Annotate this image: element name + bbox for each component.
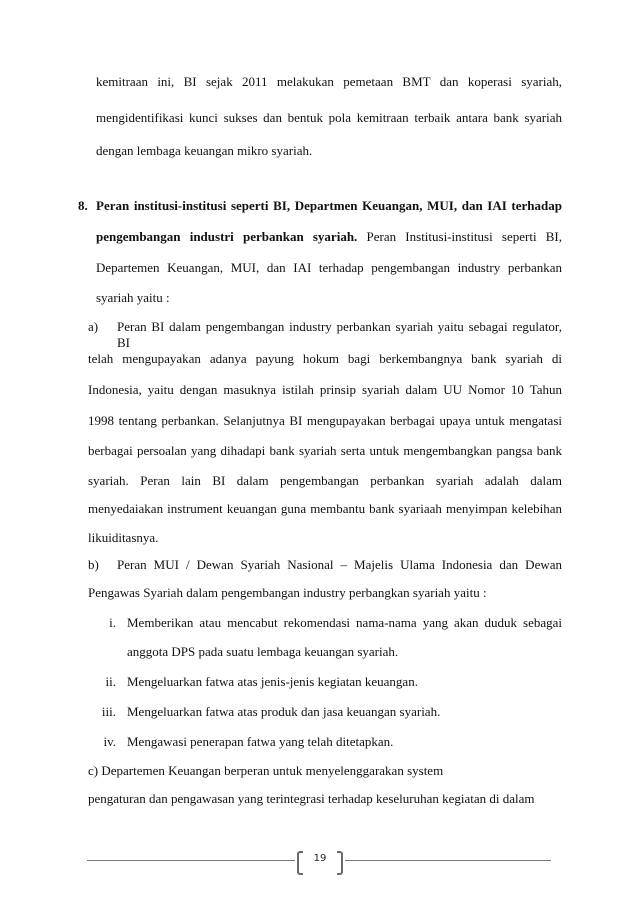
sub-item-line: Memberikan atau mencabut rekomendasi nama-nama yang akan duduk sebagai xyxy=(127,615,562,630)
body-line: kemitraan ini, BI sejak 2011 melakukan pemetaan BMT dan koperasi syariah, xyxy=(96,74,562,89)
list-marker: b) xyxy=(88,557,99,572)
body-line: syariah yaitu : xyxy=(96,290,170,305)
list-item-first-line: Peran MUI / Dewan Syariah Nasional – Majelis Ulama Indonesia dan Dewan xyxy=(117,557,562,572)
roman-marker: iv. xyxy=(103,734,116,749)
body-line: menyedaiakan instrument keuangan guna membantu bank syariaah menyimpan kelebihan xyxy=(88,501,562,516)
body-line: c) Departemen Keuangan berperan untuk menyelenggarakan system xyxy=(88,763,444,778)
body-line: telah mengupayakan adanya payung hokum bagi berkembangnya bank syariah di xyxy=(88,351,562,366)
sub-item-line: Mengeluarkan fatwa atas jenis-jenis kegiatan keuangan. xyxy=(127,674,418,689)
body-line: Departemen Keuangan, MUI, dan IAI terhadap pengembangan industry perbankan xyxy=(96,260,562,275)
section-heading-bold: pengembangan industri perbankan syariah. xyxy=(96,229,358,244)
body-line: dengan lembaga keuangan mikro syariah. xyxy=(96,143,313,158)
section-number: 8. xyxy=(78,198,88,213)
roman-marker: iii. xyxy=(101,704,116,719)
list-item-first-line: Peran BI dalam pengembangan industry perbankan syariah yaitu sebagai regulator, BI xyxy=(117,319,562,350)
roman-marker: i. xyxy=(109,615,116,630)
page-number: 19 xyxy=(313,853,327,864)
footer-rule-right xyxy=(345,860,551,861)
footer-bracket-left xyxy=(297,851,303,875)
roman-marker: ii. xyxy=(105,674,116,689)
body-line: 1998 tentang perbankan. Selanjutnya BI mengupayakan berbagai upaya untuk mengatasi xyxy=(88,413,562,428)
sub-item-line: anggota DPS pada suatu lembaga keuangan syariah. xyxy=(127,644,399,659)
footer-rule-left xyxy=(87,860,295,861)
sub-item-line: Mengeluarkan fatwa atas produk dan jasa keuangan syariah. xyxy=(127,704,441,719)
body-line: mengidentifikasi kunci sukses dan bentuk pola kemitraan terbaik antara bank syariah xyxy=(96,110,562,125)
body-line: syariah. Peran lain BI dalam pengembangan perbankan syariah adalah dalam xyxy=(88,473,562,488)
section-heading-line2 xyxy=(96,229,562,245)
section-heading: Peran institusi-institusi seperti BI, Departmen Keuangan, MUI, dan IAI terhadap xyxy=(96,198,562,213)
footer-bracket-right xyxy=(337,851,343,875)
section-heading-rest: Peran Institusi-institusi seperti BI, xyxy=(357,229,563,244)
body-line: Pengawas Syariah dalam pengembangan industry perbangkan syariah yaitu : xyxy=(88,585,487,600)
body-line: pengaturan dan pengawasan yang terintegrasi terhadap keseluruhan kegiatan di dalam xyxy=(88,791,535,806)
body-line: likuiditasnya. xyxy=(88,530,159,545)
body-line: berbagai persoalan yang dihadapi bank syariah serta untuk mengembangkan pangsa bank xyxy=(88,443,562,458)
body-line: Indonesia, yaitu dengan masuknya istilah prinsip syariah dalam UU Nomor 10 Tahun xyxy=(88,382,562,397)
sub-item-line: Mengawasi penerapan fatwa yang telah ditetapkan. xyxy=(127,734,394,749)
list-marker: a) xyxy=(88,319,99,334)
